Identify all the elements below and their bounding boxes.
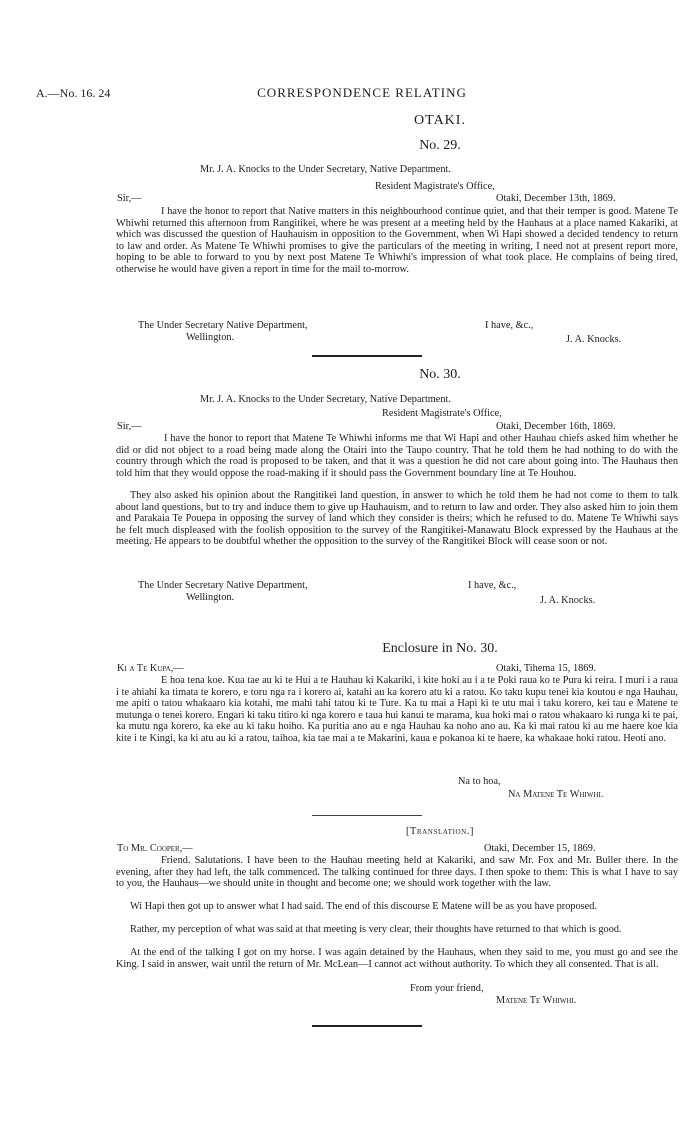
enclosure-salutation: Ki a Te Kupa,— bbox=[117, 663, 184, 674]
translation-divider bbox=[312, 815, 422, 816]
letter-30-paragraph-1: I have the honor to report that Matene Te Whiwhi informs me that Wi Hapi and other Hauhau chiefs asked him whether he did or did not object to a road being made along the Otairi into the Taupo country. That he told them he had nothing to do with the country through which the road is proposed to be taken, and that it was a question he did not care about going into. The Hauhaus then told him that they would oppose the road-making if it should pass the Government boundary line at Te Houhou. bbox=[116, 433, 678, 479]
translation-paragraph-2: Wi Hapi then got up to answer what I had said. The end of this discourse E Matene will be as you have proposed. bbox=[130, 901, 597, 912]
translation-paragraph-4: At the end of the talking I got on my horse. I was again detained by the Hauhaus, when they said to me, you must go and see the King. I said in answer, wait until the return of Mr. McLean—I cannot act without authority. To which they all consented. That is all. bbox=[116, 947, 678, 970]
letter-29-heading: Mr. J. A. Knocks to the Under Secretary, Native Department. bbox=[200, 164, 451, 175]
letter-29-office: Resident Magistrate's Office, bbox=[375, 181, 495, 192]
translation-closing: From your friend, bbox=[410, 983, 484, 994]
letter-30-number: No. 30. bbox=[419, 367, 461, 382]
letter-29-body: I have the honor to report that Native matters in this neighbourhood continue quiet, and that their temper is good. Matene Te Whiwhi returned this afternoon from Rangitikei, where he was present at a meeting held by the Hauhaus at a place named Kakariki, at which was discussed the question of Hauhauism in opposition to the Government, when Wi Hapi showed a decided tendency to return to law and order. As Matene Te Whiwhi promises to give the particulars of the meeting in writing, I need not at present report more, hoping to be able to forward to you by next post Matene Te Whiwhi's impression of what took place. He complains of being tired, otherwise he would have given a report in time for the mail to-morrow. bbox=[116, 206, 678, 275]
letter-29-salutation: Sir,— bbox=[117, 193, 142, 204]
translation-label: [Translation.] bbox=[405, 826, 475, 837]
letter-30-paragraph-2: They also asked his opinion about the Rangitikei land question, in answer to which he told them he had not come to them to talk about land questions, but to try and induce them to give up Hauhauism, and to return to law and order. They also asked him to join them and Parakaia Te Pouepa in opposing the survey of land which they consider is theirs; which he refused to do. Matene Te Whiwhi says he felt much displeased with the foolish opposition to the survey of the Rangitikei-Manawatu Block expressed by the Hauhaus at the meeting. He appears to be doubtful whether the opposition to the survey of the Rangitikei Block will cease soon or not. bbox=[116, 490, 678, 547]
letter-29-addressee-city: Wellington. bbox=[186, 332, 235, 343]
letter-30-closing: I have, &c., bbox=[468, 580, 517, 591]
letter-30-heading: Mr. J. A. Knocks to the Under Secretary, Native Department. bbox=[200, 394, 451, 405]
enclosure-date: Otaki, Tihema 15, 1869. bbox=[496, 663, 597, 674]
translation-date: Otaki, December 15, 1869. bbox=[484, 843, 596, 854]
section-divider bbox=[312, 355, 422, 357]
letter-30-signature: J. A. Knocks. bbox=[540, 595, 596, 606]
letter-29-signature: J. A. Knocks. bbox=[566, 334, 622, 345]
letter-29-addressee: The Under Secretary Native Department, bbox=[138, 320, 308, 331]
enclosure-closing: Na to hoa, bbox=[458, 776, 501, 787]
letter-30-addressee: The Under Secretary Native Department, bbox=[138, 580, 308, 591]
translation-salutation: To Mr. Cooper,— bbox=[117, 843, 193, 854]
translation-signature: Matene Te Whiwhi. bbox=[496, 995, 577, 1006]
letter-30-office: Resident Magistrate's Office, bbox=[382, 408, 502, 419]
enclosure-body: E hoa tena koe. Kua tae au ki te Hui a te Hauhau ki Kakariki, i kite hoki au i a te Poki raua ko te Pura ki reira. I muri i a raua i te ahiahi ka timata te korero, e toru nga ra i korero ai, katahi au ka korero atu ki a ratou. Ko taku kupu tenei kia koutou e nga Hauhau, me apiti o tatou whakaaro kia kotahi, me mahi tahi tatou ki te Ture. Ka tu mai a Hapi ki te utu mai i taku korero, kei tau e Matene te mutunga o tenei korero. Engari ki taku titiro ki nga korero e taua hui kanui te marama, kua hoki mai o ratou whakaaro ki runga ki te pai, ka mutu nga korero, ka eke au ki taku hoiho. Ka puritia ano au e nga Hauhau ka noho ano au. Ka ki mai ratou ki au me haere koe kia kite i te Kingi, ka ki atu au ki a ratou, taihoa, kia tae mai a te Makarini, kaua e pokanoa ki te haere, ka whakaae hoki ratou. Heoti ano. bbox=[116, 675, 678, 744]
letter-29-date: Otaki, December 13th, 1869. bbox=[496, 193, 616, 204]
enclosure-title: Enclosure in No. 30. bbox=[382, 641, 498, 656]
translation-paragraph-1: Friend. Salutations. I have been to the Hauhau meeting held at Kakariki, and saw Mr. Fox and Mr. Buller there. In the evening, after they had left, the talk commenced. The talking continued for three days. I then spoke to them: This is what I have to say to you, the Hauhaus—we should unite in thought and become one; we should work together with the law. bbox=[116, 855, 678, 889]
letter-30-salutation: Sir,— bbox=[117, 421, 142, 432]
running-title: CORRESPONDENCE RELATING bbox=[257, 85, 467, 100]
letter-30-date: Otaki, December 16th, 1869. bbox=[496, 421, 616, 432]
letter-29-closing: I have, &c., bbox=[485, 320, 534, 331]
end-rule bbox=[312, 1025, 422, 1027]
translation-paragraph-3: Rather, my perception of what was said at that meeting is very clear, their thoughts have returned to that which is good. bbox=[130, 924, 622, 935]
enclosure-signature: Na Matene Te Whiwhi. bbox=[508, 789, 604, 800]
letter-30-addressee-city: Wellington. bbox=[186, 592, 235, 603]
page-reference: A.—No. 16. 24 bbox=[36, 86, 111, 100]
section-title: OTAKI. bbox=[414, 113, 466, 128]
letter-29-number: No. 29. bbox=[419, 138, 461, 153]
